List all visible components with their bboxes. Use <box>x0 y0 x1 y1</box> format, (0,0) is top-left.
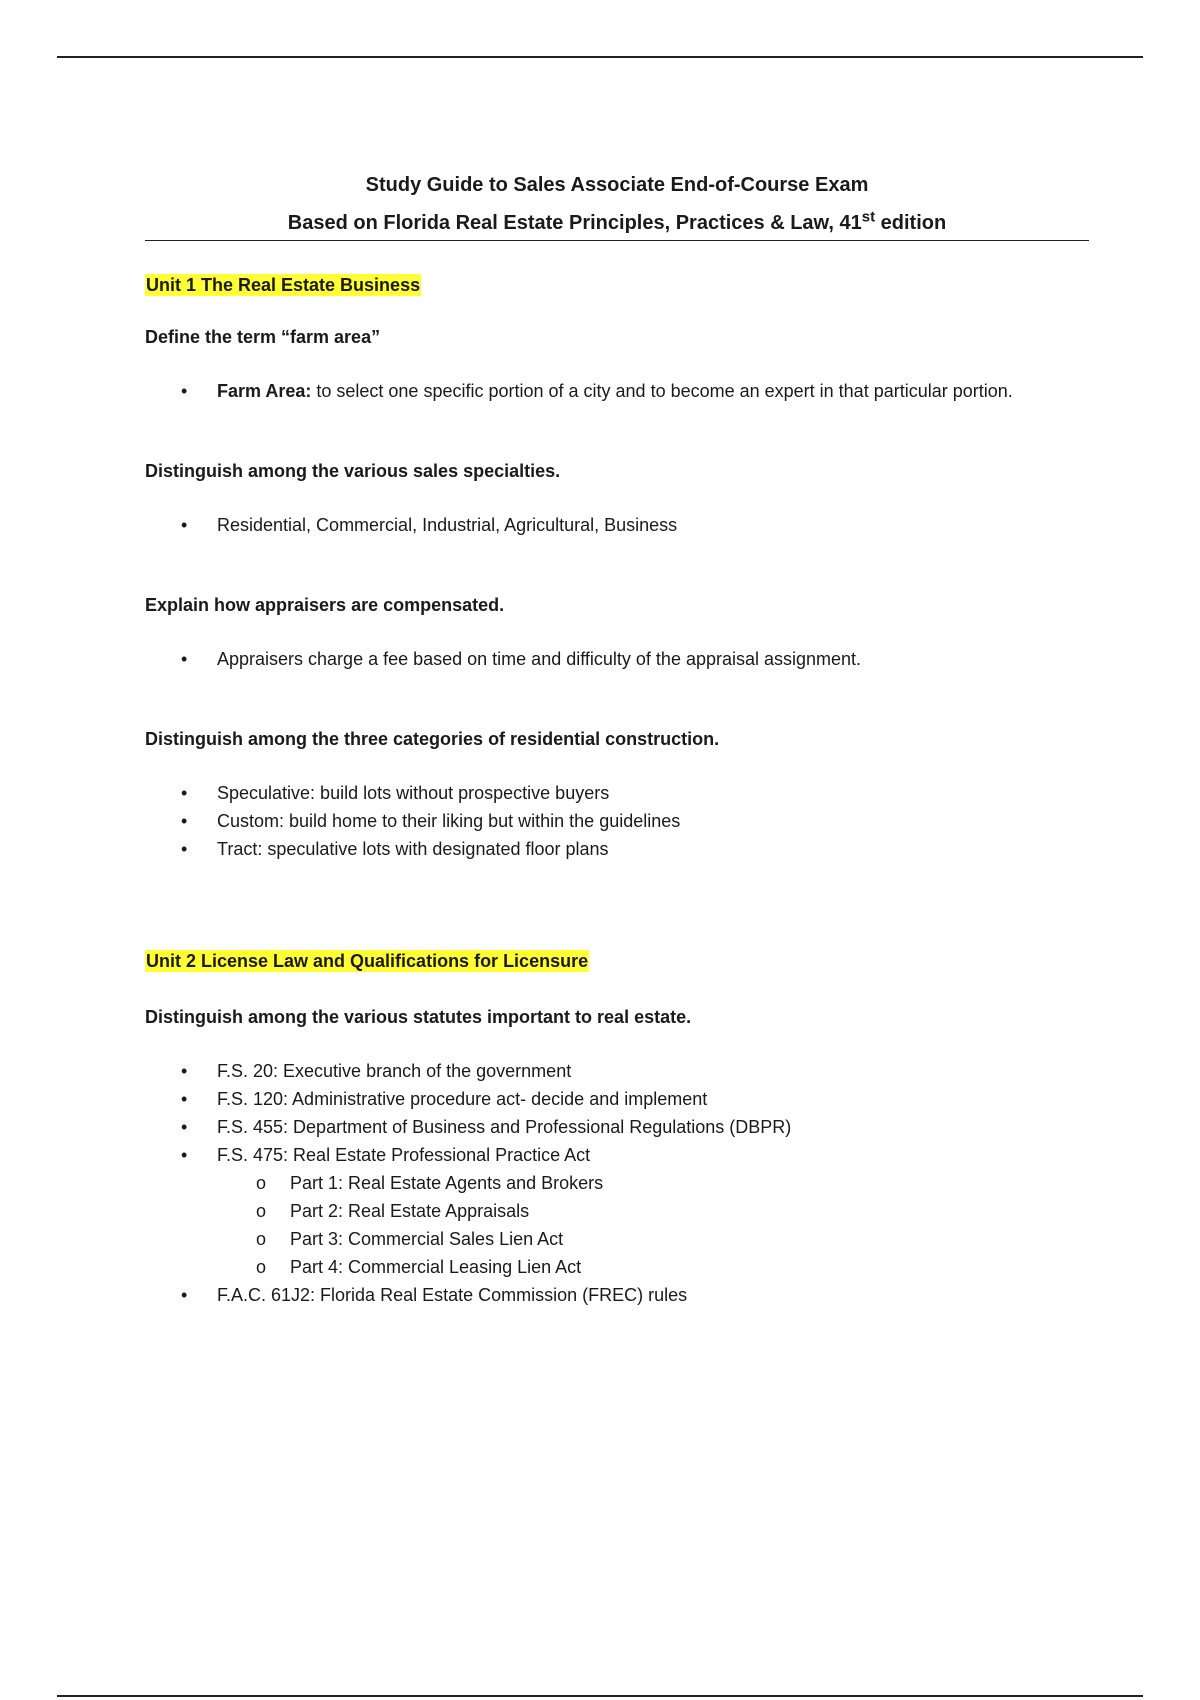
list-item: • F.S. 120: Administrative procedure act- decide and implement <box>145 1085 1089 1113</box>
question-sales-specialties: Distinguish among the various sales specialties. <box>145 461 561 481</box>
residential-construction-list <box>145 779 1089 863</box>
sub-list-item: o Part 2: Real Estate Appraisals <box>217 1197 1089 1225</box>
unit-1-heading-text: Unit 1 The Real Estate Business <box>146 275 421 295</box>
bottom-rule <box>57 1695 1143 1697</box>
document-subtitle <box>145 210 1089 241</box>
unit-2-heading <box>145 949 1089 973</box>
list-item: • Custom: build home to their liking but within the guidelines <box>145 807 1089 835</box>
sub-list-item: o Part 4: Commercial Leasing Lien Act <box>217 1253 1089 1281</box>
sub-list-item: o Part 3: Commercial Sales Lien Act <box>217 1225 1089 1253</box>
list-item: • Appraisers charge a fee based on time and difficulty of the appraisal assignment. <box>145 645 1089 673</box>
subtitle-superscript: st <box>861 208 876 226</box>
top-rule <box>57 56 1143 58</box>
subtitle-text: Based on Florida Real Estate Principles, Practices & Law, 41 <box>287 212 862 234</box>
farm-area-term: Farm Area: <box>217 381 312 401</box>
document-page <box>145 172 1089 1309</box>
farm-area-definition: to select one specific portion of a city and to become an expert in that particular portion. <box>311 381 1013 401</box>
list-item: • F.A.C. 61J2: Florida Real Estate Commission (FREC) rules <box>145 1281 1089 1309</box>
practice-act-parts <box>217 1169 1089 1281</box>
appraisers-list <box>145 645 1089 673</box>
question-statutes: Distinguish among the various statutes important to real estate. <box>145 1007 692 1027</box>
document-title: Study Guide to Sales Associate End-of-Course Exam <box>365 174 869 196</box>
sales-specialties-list <box>145 511 1089 539</box>
sub-list-item: o Part 1: Real Estate Agents and Brokers <box>217 1169 1089 1197</box>
list-item <box>145 377 1089 405</box>
unit-2-heading-text: Unit 2 License Law and Qualifications for Licensure <box>146 951 589 971</box>
list-item-text: F.S. 475: Real Estate Professional Practice Act <box>217 1145 591 1165</box>
farm-area-list <box>145 377 1089 405</box>
list-item: • Residential, Commercial, Industrial, Agricultural, Business <box>145 511 1089 539</box>
list-item: • F.S. 20: Executive branch of the government <box>145 1057 1089 1085</box>
list-item: • Tract: speculative lots with designated floor plans <box>145 835 1089 863</box>
list-item: • F.S. 455: Department of Business and Professional Regulations (DBPR) <box>145 1113 1089 1141</box>
question-residential-construction: Distinguish among the three categories of residential construction. <box>145 729 720 749</box>
unit-1-heading <box>145 273 1089 297</box>
question-appraisers: Explain how appraisers are compensated. <box>145 595 505 615</box>
list-item: • Speculative: build lots without prospective buyers <box>145 779 1089 807</box>
list-item <box>145 1141 1089 1281</box>
question-farm-area: Define the term “farm area” <box>145 327 381 347</box>
statutes-list <box>145 1057 1089 1309</box>
subtitle-edition: edition <box>875 212 947 234</box>
